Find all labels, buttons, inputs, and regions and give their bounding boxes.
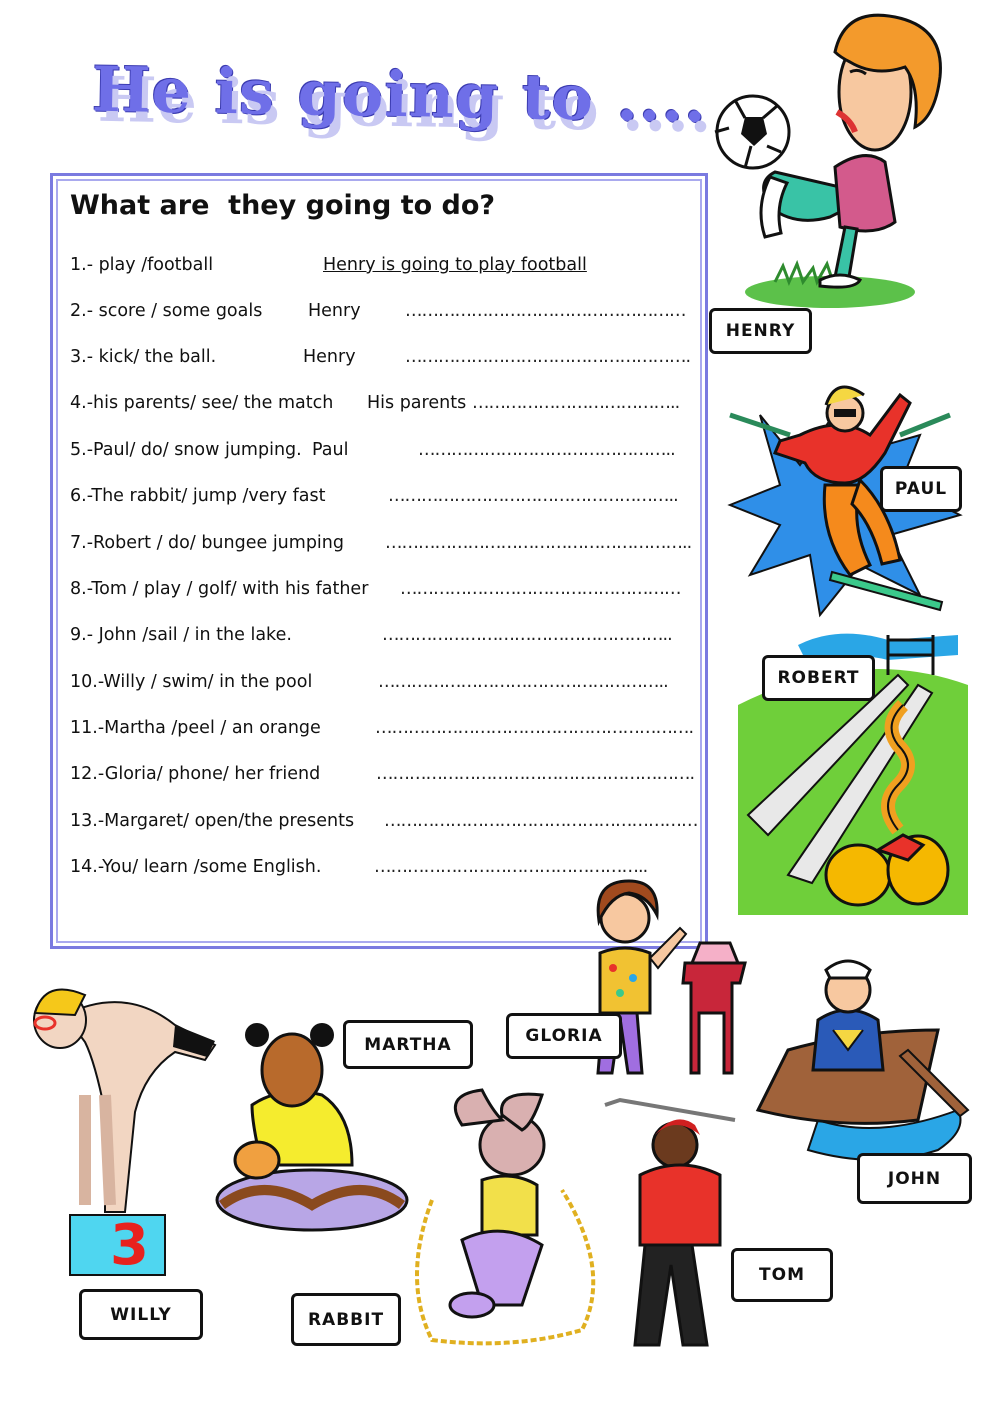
label-robert: ROBERT — [762, 655, 875, 701]
exercise-row-4 — [70, 393, 680, 413]
exercise-prompt: 1.- play /football — [70, 255, 214, 275]
exercise-prompt: 14.-You/ learn /some English. — [70, 857, 322, 877]
label-tom: TOM — [731, 1248, 833, 1302]
answer-blank[interactable]: …………………………………………….. — [382, 625, 672, 645]
exercise-row-1 — [70, 255, 587, 275]
answer-subject: Henry — [303, 347, 356, 367]
exercise-prompt: 11.-Martha /peel / an orange — [70, 718, 321, 738]
exercise-row-6 — [70, 486, 678, 506]
exercise-row-14 — [70, 857, 648, 877]
john-sailing-illustration — [758, 940, 973, 1165]
label-henry: HENRY — [709, 308, 812, 354]
answer-blank[interactable]: ………………………………………………… — [384, 811, 698, 831]
exercise-heading: What are they going to do? — [70, 190, 496, 221]
label-willy: WILLY — [79, 1289, 203, 1340]
answer-blank[interactable]: …………………………………………………. — [376, 764, 695, 784]
exercise-row-5 — [70, 440, 675, 460]
answer-blank[interactable]: …………………………………………… — [400, 579, 681, 599]
exercise-prompt: 6.-The rabbit/ jump /very fast — [70, 486, 326, 506]
exercise-prompt: 10.-Willy / swim/ in the pool — [70, 672, 313, 692]
answer-blank[interactable]: ……………………………………………….. — [385, 533, 692, 553]
answer-blank[interactable]: ……………………………………….. — [418, 440, 675, 460]
exercise-row-7 — [70, 533, 692, 553]
exercise-prompt: 3.- kick/ the ball. — [70, 347, 217, 367]
tom-golf-illustration — [600, 1095, 745, 1355]
exercise-prompt: 4.-his parents/ see/ the match — [70, 393, 334, 413]
label-gloria: GLORIA — [506, 1013, 622, 1059]
exercise-prompt: 9.- John /sail / in the lake. — [70, 625, 292, 645]
exercise-row-13 — [70, 811, 698, 831]
label-rabbit: RABBIT — [291, 1293, 401, 1346]
exercise-row-3 — [70, 347, 691, 367]
exercise-prompt: 12.-Gloria/ phone/ her friend — [70, 764, 321, 784]
label-john: JOHN — [857, 1153, 972, 1204]
label-martha: MARTHA — [343, 1020, 473, 1069]
label-paul: PAUL — [880, 466, 962, 512]
exercise-prompt: 5.-Paul/ do/ snow jumping. — [70, 440, 302, 460]
answer-blank[interactable]: …………………………………………….. — [388, 486, 678, 506]
exercise-row-8 — [70, 579, 681, 599]
exercise-prompt: 7.-Robert / do/ bungee jumping — [70, 533, 344, 553]
exercise-row-12 — [70, 764, 695, 784]
answer-blank[interactable]: ……………………………………………. — [405, 347, 691, 367]
henry-football-illustration — [715, 12, 965, 312]
page-title: He is going to .... — [91, 52, 708, 137]
answer-blank[interactable]: …………………………………………………. — [375, 718, 694, 738]
exercise-prompt: 2.- score / some goals — [70, 301, 263, 321]
exercise-panel — [50, 173, 708, 949]
exercise-prompt: 13.-Margaret/ open/the presents — [70, 811, 355, 831]
answer-blank[interactable]: ……………………………….. — [472, 393, 680, 413]
example-answer: Henry is going to play football — [323, 255, 587, 275]
exercise-row-9 — [70, 625, 672, 645]
rabbit-jumprope-illustration — [402, 1090, 592, 1345]
answer-subject: His parents — [367, 393, 467, 413]
exercise-row-2 — [70, 301, 686, 321]
exercise-row-11 — [70, 718, 694, 738]
exercise-prompt: 8.-Tom / play / golf/ with his father — [70, 579, 369, 599]
podium-number: 3 — [110, 1213, 149, 1278]
exercise-row-10 — [70, 672, 668, 692]
answer-subject: Paul — [312, 440, 349, 460]
answer-blank[interactable]: …………………………………………….. — [378, 672, 668, 692]
answer-blank[interactable]: ………………………………………….. — [374, 857, 648, 877]
answer-subject: Henry — [308, 301, 361, 321]
answer-blank[interactable]: …………………………………………… — [405, 301, 686, 321]
